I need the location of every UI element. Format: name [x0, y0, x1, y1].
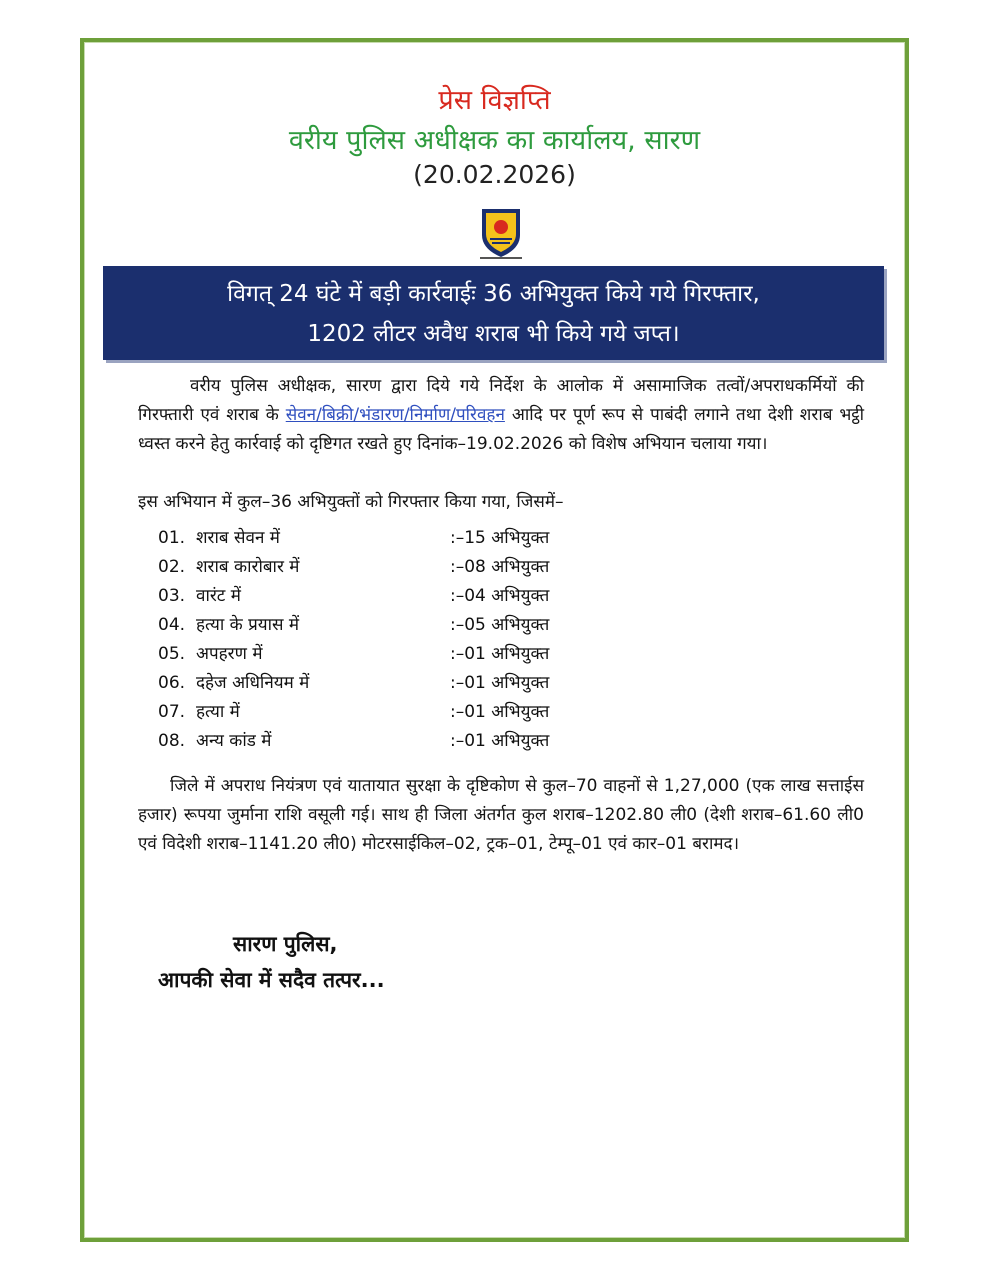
list-count: :–01 अभियुक्त — [450, 731, 550, 751]
list-number: 05. — [158, 644, 186, 664]
list-count: :–15 अभियुक्त — [450, 528, 550, 548]
list-count: :–05 अभियुक्त — [450, 615, 550, 635]
list-item — [158, 611, 618, 640]
list-number: 01. — [158, 528, 186, 548]
list-number: 03. — [158, 586, 186, 606]
list-item — [158, 553, 618, 582]
list-label: अपहरण में — [196, 644, 263, 664]
para1-link[interactable]: सेवन/बिक्री/भंडारण/निर्माण/परिवहन — [285, 405, 505, 425]
list-number: 06. — [158, 673, 186, 693]
list-item — [158, 524, 618, 553]
office-title: वरीय पुलिस अधीक्षक का कार्यालय, सारण — [288, 125, 701, 156]
arrest-list — [158, 524, 618, 756]
list-count: :–08 अभियुक्त — [450, 557, 550, 577]
body-paragraph-1 — [138, 372, 864, 459]
para1-text-a: वरीय पुलिस अधीक्षक, सारण द्वारा दिये गये निर्देश के आलोक में असामाजिक तत्वों/अपराधकर्मियों की गिरफ्तारी एवं शराब के — [138, 376, 864, 425]
list-item — [158, 640, 618, 669]
headline-line-1: विगत् 24 घंटे में बड़ी कार्रवाईः 36 अभियुक्त किये गये गिरफ्तार, — [227, 281, 760, 307]
body-paragraph-2: जिले में अपराध नियंत्रण एवं यातायात सुरक्षा के दृष्टिकोण से कुल–70 वाहनों से 1,27,000 (एक लाख सत्ताईस हजार) रूपया जुर्माना राशि वसूली गई। साथ ही जिला अंतर्गत कुल शराब–1202.80 ली0 (देशी शराब–61.60 ली0 एवं विदेशी शराब–1141.20 ली0) मोटरसाईकिल–02, ट्रक–01, टेम्पू–01 एवं कार–01 बरामद। — [138, 776, 864, 854]
list-item — [158, 727, 618, 756]
list-item — [158, 582, 618, 611]
release-date: (20.02.2026) — [413, 160, 576, 189]
headline-line-2: 1202 लीटर अवैध शराब भी किये गये जप्त। — [307, 321, 680, 347]
list-label: शराब सेवन में — [196, 528, 280, 548]
list-label: हत्या में — [196, 702, 240, 722]
list-label: दहेज अधिनियम में — [196, 673, 310, 693]
list-label: हत्या के प्रयास में — [196, 615, 300, 635]
list-count: :–01 अभियुक्त — [450, 702, 550, 722]
headline-banner — [103, 266, 884, 360]
arrest-summary: इस अभियान में कुल–36 अभियुक्तों को गिरफ्तार किया गया, जिसमें– — [138, 492, 564, 512]
list-label: शराब कारोबार में — [196, 557, 300, 577]
list-number: 04. — [158, 615, 186, 635]
list-count: :–01 अभियुक्त — [450, 673, 550, 693]
list-label: वारंट में — [196, 586, 241, 606]
signature-line-1: सारण पुलिस, — [233, 932, 338, 956]
list-label: अन्य कांड में — [196, 731, 272, 751]
list-count: :–04 अभियुक्त — [450, 586, 550, 606]
list-item — [158, 698, 618, 727]
list-item — [158, 669, 618, 698]
bihar-police-emblem-icon — [472, 205, 530, 261]
press-release-title: प्रेस विज्ञप्ति — [438, 85, 551, 116]
para1-text-b: आदि पर पूर्ण रूप से पाबंदी लगाने तथा देशी शराब भट्ठी ध्वस्त करने हेतु कार्रवाई को दृष्टिगत रखते हुए दिनांक–19.02.2026 को विशेष अभियान चलाया गया। — [138, 405, 865, 454]
signature-line-2: आपकी सेवा में सदैव तत्पर... — [158, 968, 385, 992]
list-count: :–01 अभियुक्त — [450, 644, 550, 664]
list-number: 08. — [158, 731, 186, 751]
list-number: 07. — [158, 702, 186, 722]
list-number: 02. — [158, 557, 186, 577]
